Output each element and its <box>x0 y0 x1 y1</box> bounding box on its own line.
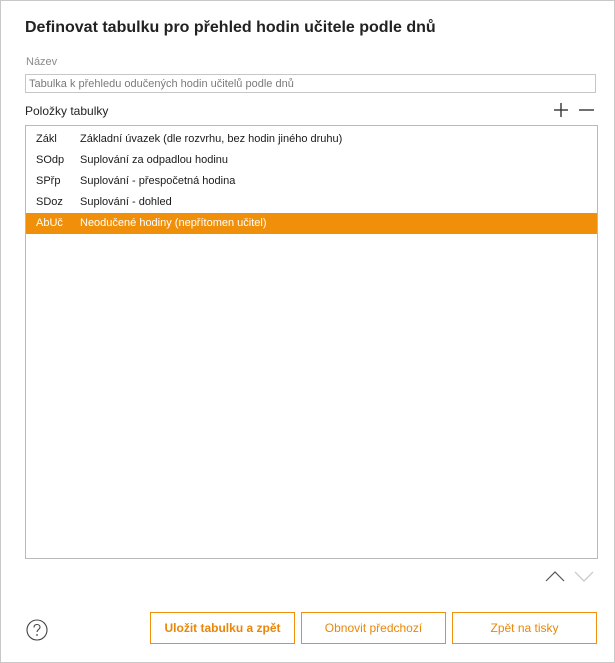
list-item[interactable] <box>26 150 597 171</box>
restore-button[interactable]: Obnovit předchozí <box>301 612 446 644</box>
dialog-title: Definovat tabulku pro přehled hodin učitele podle dnů <box>25 19 436 36</box>
item-description: Suplování - dohled <box>80 196 172 208</box>
move-up-button[interactable] <box>544 569 566 583</box>
remove-item-button[interactable] <box>576 100 596 120</box>
item-code: SPřp <box>36 175 61 187</box>
item-code: Zákl <box>36 133 57 145</box>
name-label: Název <box>26 56 58 68</box>
help-icon <box>26 619 48 641</box>
list-item[interactable] <box>26 129 597 150</box>
item-description: Základní úvazek (dle rozvrhu, bez hodin jiného druhu) <box>80 133 343 145</box>
list-item[interactable] <box>26 213 597 234</box>
help-button[interactable] <box>26 619 48 641</box>
item-description: Suplování za odpadlou hodinu <box>80 154 229 166</box>
back-button[interactable]: Zpět na tisky <box>452 612 597 644</box>
item-description: Suplování - přespočetná hodina <box>80 175 236 187</box>
list-item[interactable] <box>26 171 597 192</box>
minus-icon <box>576 100 596 120</box>
plus-icon <box>551 100 571 120</box>
list-item[interactable] <box>26 192 597 213</box>
items-label: Položky tabulky <box>25 104 109 118</box>
chevron-up-icon <box>544 569 566 583</box>
chevron-down-icon <box>573 569 595 583</box>
name-input[interactable] <box>25 74 596 93</box>
item-description: Neodučené hodiny (nepřítomen učitel) <box>80 217 267 229</box>
items-list[interactable] <box>25 125 598 559</box>
item-code: SOdp <box>36 154 65 166</box>
move-down-button[interactable] <box>573 569 595 583</box>
item-code: SDoz <box>36 196 63 208</box>
item-code: AbUč <box>36 217 63 229</box>
add-item-button[interactable] <box>551 100 571 120</box>
save-button[interactable]: Uložit tabulku a zpět <box>150 612 295 644</box>
